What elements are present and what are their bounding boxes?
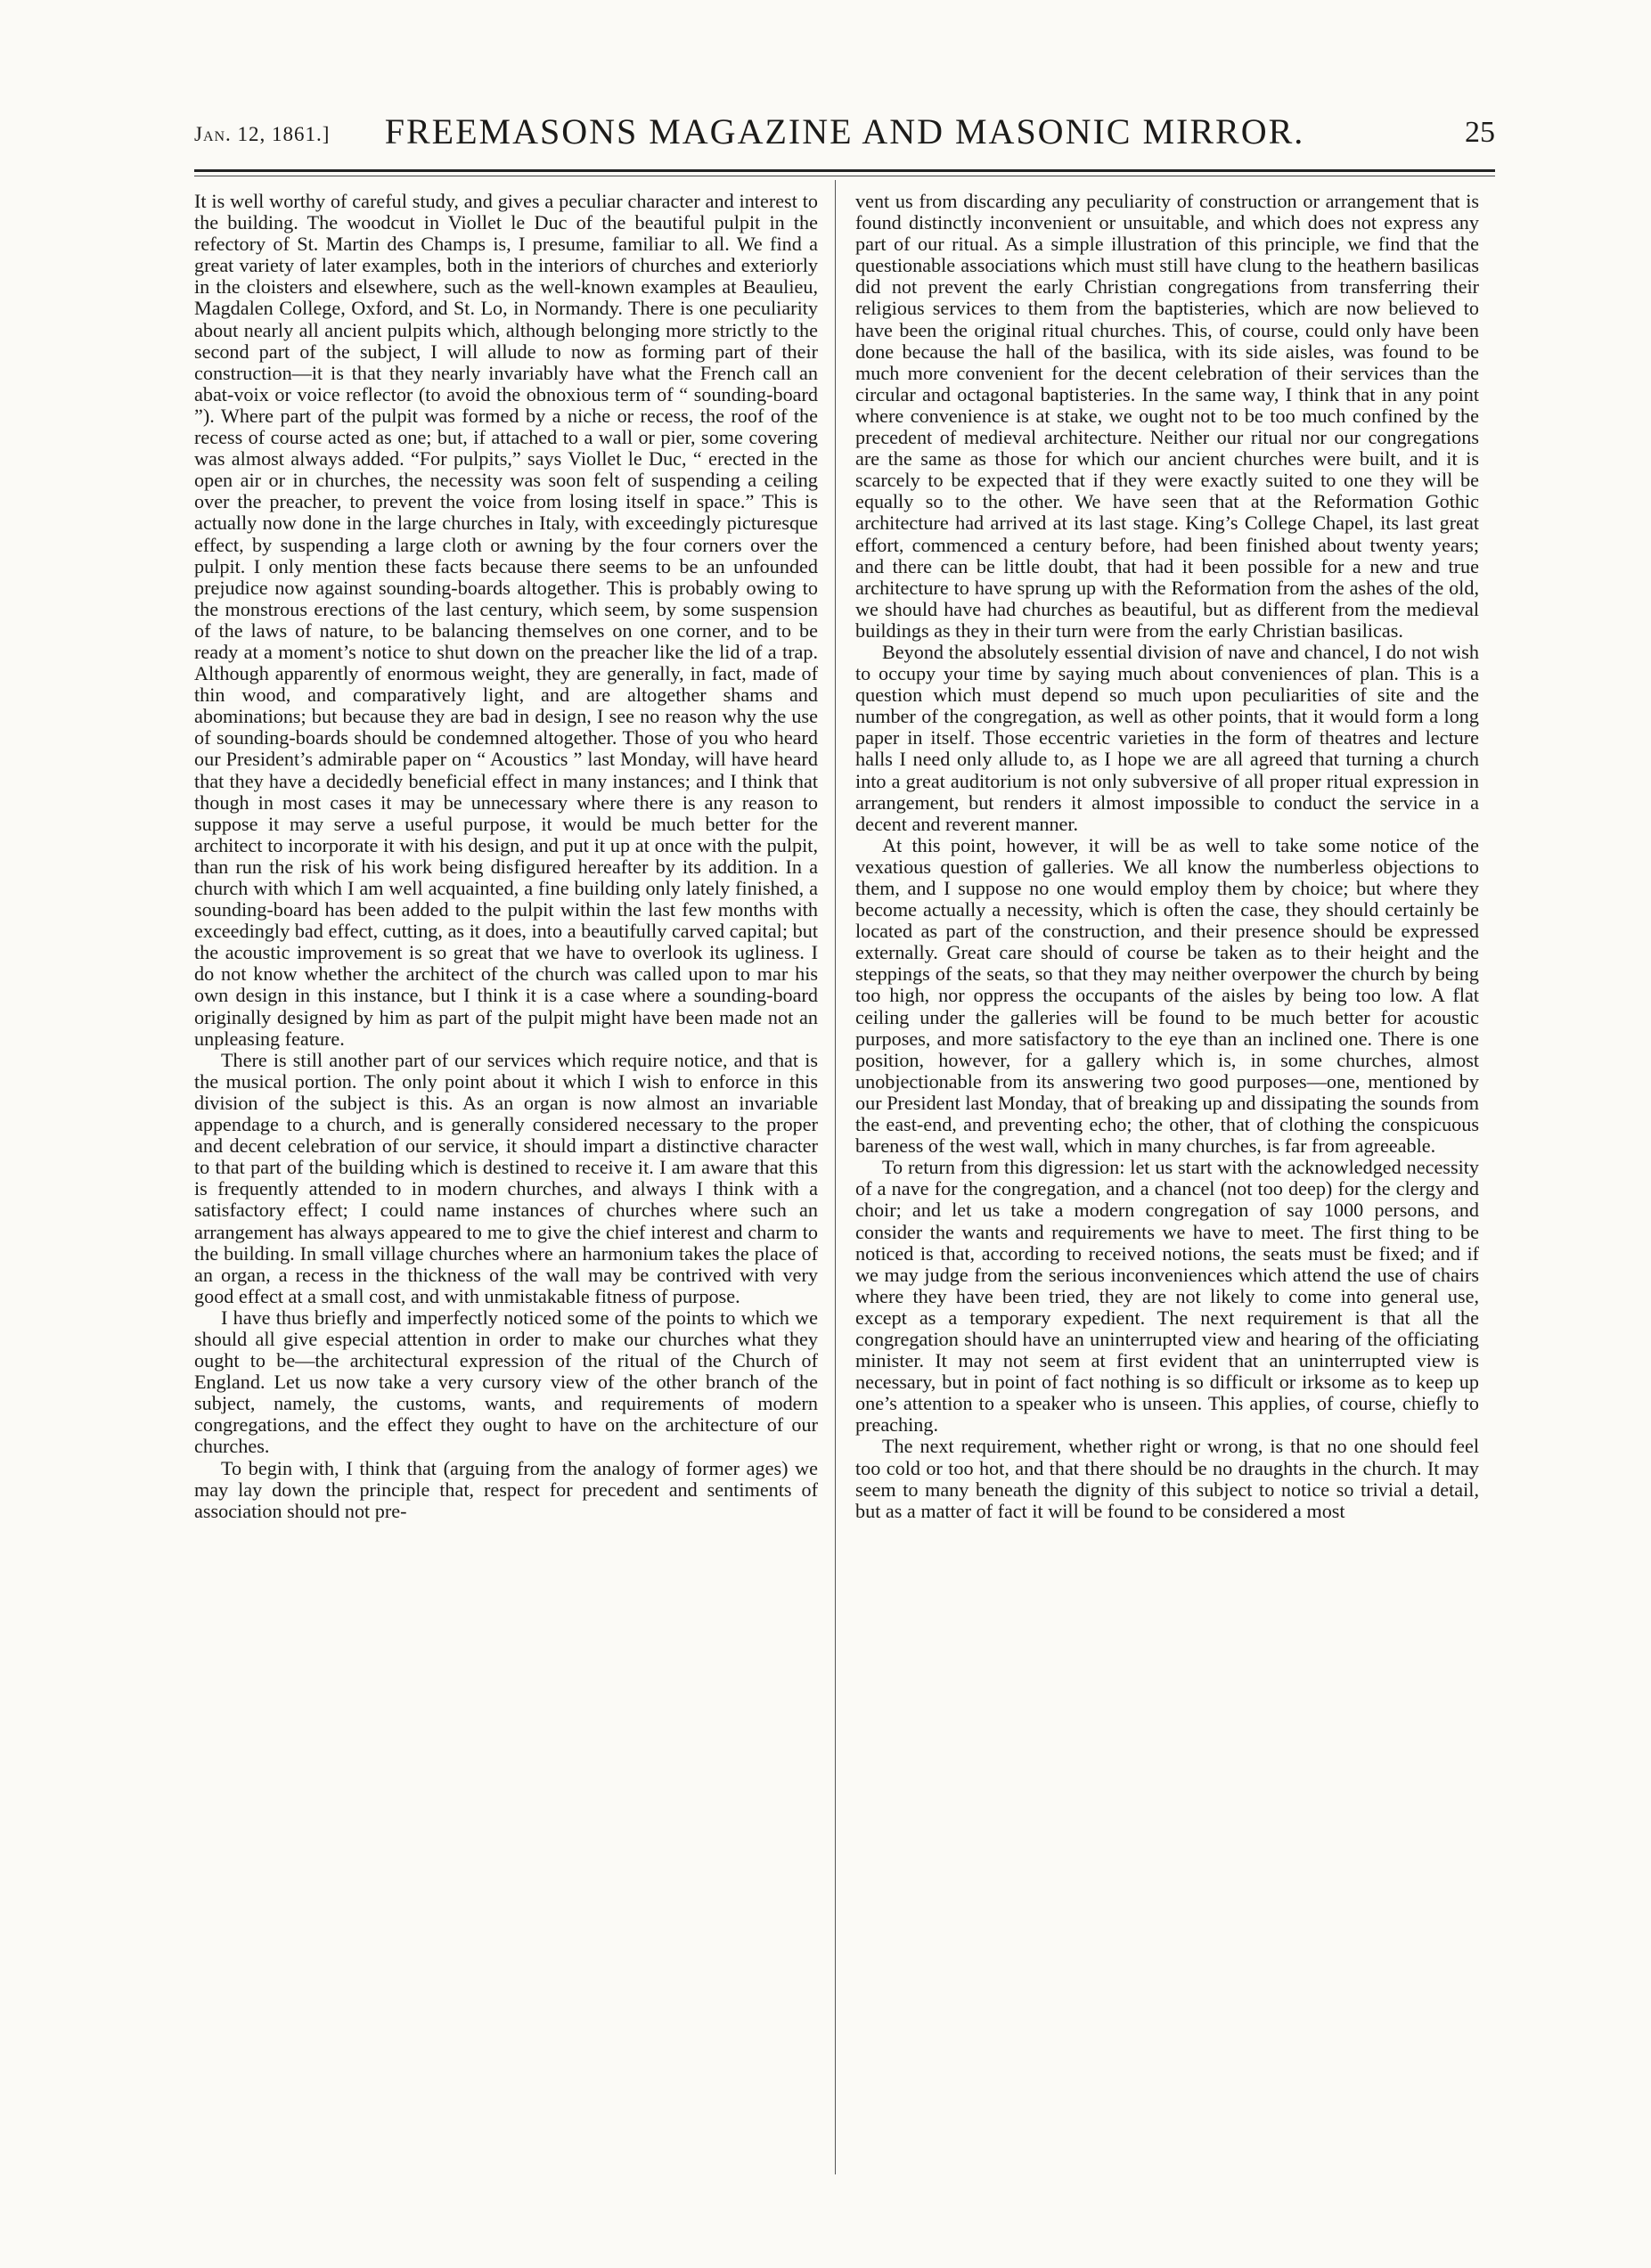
- page-number: 25: [1465, 116, 1495, 149]
- magazine-title: FREEMASONS MAGAZINE AND MASONIC MIRROR.: [384, 111, 1305, 151]
- right-column: [855, 191, 1479, 1522]
- paragraph: To begin with, I think that (arguing from the analogy of former ages) we may lay down the principle that, respect for precedent and sentiments of association should not pre-: [194, 1456, 818, 1522]
- paragraph: To return from this digression: let us start with the acknowledged necessity of a nave for the congregation, and a chancel (not too deep) for the clergy and choir; and let us take a modern congregation of say 1000 persons, and consider the wants and requirements we have to meet. The first thing to be noticed is that, according to received notions, the seats must be fixed; and if we may judge from the serious inconveniences which attend the use of chairs where they have been tried, they are not likely to come into general use, except as a temporary expedient. The next requirement is that all the congregation should have an uninterrupted view and hearing of the officiating minister. It may not seem at first evident that an uninterrupted view is necessary, but in point of fact nothing is so difficult or irksome as to keep up one’s attention to a speaker who is unseen. This applies, of course, chiefly to preaching.: [855, 1156, 1479, 1437]
- paragraph: I have thus briefly and imperfectly noticed some of the points to which we should all give especial attention in order to make our churches what they ought to be—the architectural expression of the ritual of the Church of England. Let us now take a very cursory view of the other branch of the subject, namely, the customs, wants, and requirements of modern congregations, and the effect they ought to have on the architecture of our churches.: [194, 1306, 818, 1458]
- paragraph: The next requirement, whether right or wrong, is that no one should feel too cold or too hot, and that there should be no draughts in the church. It may seem to many beneath the dignity of this subject to notice so trivial a detail, but as a matter of fact it will be found to be considered a most: [855, 1435, 1479, 1522]
- paragraph: Beyond the absolutely essential division of nave and chancel, I do not wish to occupy your time by saying much about conveniences of plan. This is a question which must depend so much upon peculiarities of site and the number of the congregation, as well as other points, that it would form a long paper in itself. Those eccentric varieties in the form of theatres and lecture halls I need only allude to, as I hope we are all agreed that turning a church into a great auditorium is not only subversive of all proper ritual expression in arrangement, but renders it almost impossible to conduct the service in a decent and reverent manner.: [855, 640, 1479, 835]
- paragraph: At this point, however, it will be as well to take some notice of the vexatious question of galleries. We all know the numberless objections to them, and I suppose no one would employ them by choice; but where they become actually a necessity, which is often the case, they should certainly be located as part of the construction, and their presence should be expressed externally. Great care should of course be taken as to their height and the steppings of the seats, so that they may neither overpower the church by being too high, nor oppress the occupants of the aisles by being too low. A flat ceiling under the galleries will be found to be much better for acoustic purposes, and more satisfactory to the eye than an inclined one. There is one position, however, for a gallery which is, in some churches, almost unobjectionable from its answering two good purposes—one, mentioned by our President last Monday, that of breaking up and dissipating the sounds from the east-end, and preventing echo; the other, that of clothing the conspicuous bareness of the west wall, which in many churches, is far from agreeable.: [855, 833, 1479, 1158]
- paragraph: There is still another part of our services which require notice, and that is the musical portion. The only point about it which I wish to enforce in this division of the subject is this. As an organ is now almost an invariable appendage to a church, and is generally considered necessary to the proper and decent celebration of our service, it should impart a distinctive character to that part of the building which is destined to receive it. I am aware that this is frequently attended to in modern churches, and always I think with a satisfactory effect; I could name instances of churches where such an arrangement has always appeared to me to give the chief interest and charm to the building. In small village churches where an harmonium takes the place of an organ, a recess in the thickness of the wall may be contrived with very good effect at a small cost, and with unmistakable fitness of purpose.: [194, 1048, 818, 1307]
- paragraph: It is well worthy of careful study, and gives a peculiar character and interest to the building. The woodcut in Viollet le Duc of the beautiful pulpit in the refectory of St. Martin des Champs is, I presume, familiar to all. We find a great variety of later examples, both in the interiors of churches and exteriorly in the cloisters and elsewhere, such as the well-known examples at Beaulieu, Magdalen College, Oxford, and St. Lo, in Normandy. There is one peculiarity about nearly all ancient pulpits which, although belonging more strictly to the second part of the subject, I will allude to now as forming part of their construction—it is that they nearly invariably have what the French call an abat-voix or voice reflector (to avoid the obnoxious term of “ sounding-board ”). Where part of the pulpit was formed by a niche or recess, the roof of the recess of course acted as one; but, if attached to a wall or pier, some covering was almost always added. “For pulpits,” says Viollet le Duc, “ erected in the open air or in churches, the necessity was soon felt of suspending a ceiling over the preacher, to prevent the voice from losing itself in space.” This is actually now done in the large churches in Italy, with exceedingly picturesque effect, by suspending a large cloth or awning by the four corners over the pulpit. I only mention these facts because there seems to be an unfounded prejudice now against sounding-boards altogether. This is probably owing to the monstrous erections of the last century, which seem, by some suspension of the laws of nature, to be balancing themselves on one corner, and to be ready at a moment’s notice to shut down on the preacher like the lid of a trap. Although apparently of enormous weight, they are generally, in fact, made of thin wood, and comparatively light, and are altogether shams and abominations; but because they are bad in design, I see no reason why the use of sounding-boards should be condemned altogether. Those of you who heard our President’s admirable paper on “ Acoustics ” last Monday, will have heard that they have a decidedly beneficial effect in many instances; and I think that though in most cases it may be unnecessary where there is any reason to suppose it may serve a useful purpose, it would be much better for the architect to incorporate it with his design, and put it up at once with the pulpit, than run the risk of his work being disfigured hereafter by its addition. In a church with which I am well acquainted, a fine building only lately finished, a sounding-board has been added to the pulpit within the last few months with exceedingly bad effect, cutting, as it does, into a beautifully carved capital; but the acoustic improvement is so great that we have to overlook its ugliness. I do not know whether the architect of the church was called upon to mar his own design in this instance, but I think it is a case where a sounding-board originally designed by him as part of the pulpit might have been made not an unpleasing feature.: [194, 190, 818, 1050]
- header-rule: [194, 169, 1495, 172]
- column-divider: [835, 180, 836, 2174]
- paragraph: vent us from discarding any peculiarity of construction or arrangement that is found distinctly inconvenient or unsuitable, and which does not express any part of our ritual. As a simple illustration of this principle, we find that the questionable associations which must still have clung to the heathern basilicas did not prevent the early Christian congregations from transferring their religious services to them from the baptisteries, which are now believed to have been the original ritual churches. This, of course, could only have been done because the hall of the basilica, with its side aisles, was found to be much more convenient for the decent celebration of their services than the circular and octagonal baptisteries. In the same way, I think that in any point where convenience is at stake, we ought not to be too much confined by the precedent of medieval architecture. Neither our ritual nor our congregations are the same as those for which our ancient churches were built, and it is scarcely to be expected that if they were exactly suited to one they will be equally so to the other. We have seen that at the Reformation Gothic architecture had arrived at its last stage. King’s College Chapel, its last great effort, commenced a century before, had been finished about twenty years; and there can be little doubt, that had it been possible for a new and true architecture to have sprung up with the Reformation from the ashes of the old, we should have had churches as beautiful, but as different from the medieval buildings as they in their turn were from the early Christian basilicas.: [855, 190, 1479, 642]
- left-column: [194, 191, 818, 1522]
- issue-date: Jan. 12, 1861.]: [194, 123, 331, 145]
- running-header: [194, 105, 1495, 155]
